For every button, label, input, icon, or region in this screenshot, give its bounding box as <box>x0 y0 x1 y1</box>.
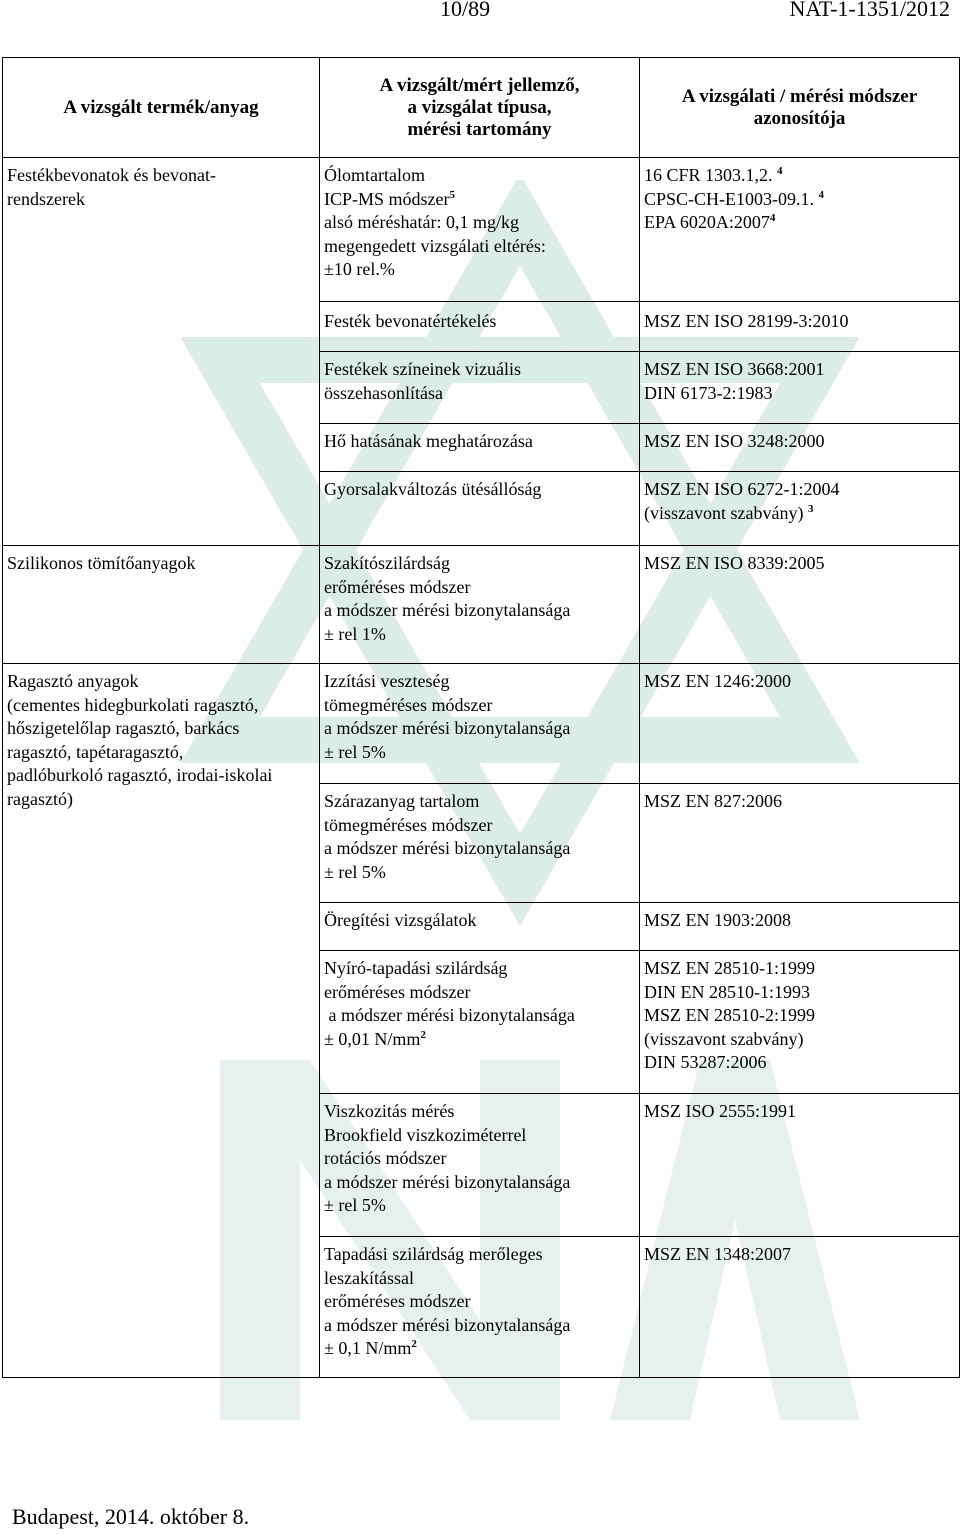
method-cell: MSZ EN 1348:2007 <box>640 1237 960 1378</box>
property-cell: Izzítási veszteség tömegméréses módszer a módszer mérési bizonytalansága ± rel 5% <box>320 664 640 784</box>
method-cell: MSZ EN ISO 6272-1:2004 (visszavont szabvány) $^3$ <box>640 472 960 546</box>
header-product: A vizsgált termék/anyag <box>3 58 320 158</box>
property-cell: Nyíró-tapadási szilárdság erőméréses módszer a módszer mérési bizonytalansága ± 0,01 $N/mm^2$ <box>320 951 640 1094</box>
method-cell: MSZ EN ISO 3248:2000 <box>640 424 960 472</box>
product-cell: Ragasztó anyagok (cementes hidegburkolati ragasztó, hőszigetelőlap ragasztó, barkács ragasztó, tapétaragasztó, padlóburkoló ragasztó, irodai-iskolai ragasztó) <box>3 664 320 1378</box>
table-row <box>3 664 960 784</box>
property-cell: Festékek színeinek vizuális összehasonlítása <box>320 352 640 424</box>
property-cell: Öregítési vizsgálatok <box>320 903 640 951</box>
table-row <box>3 158 960 302</box>
method-cell: 16 CFR 1303.1,2. $^4$ CPSC-CH-E1003-09.1. $^4$ EPA 6020A:2007$^4$ <box>640 158 960 302</box>
method-cell: MSZ ISO 2555:1991 <box>640 1094 960 1237</box>
property-cell: Ólomtartalom ICP-MS módszer$^5$ alsó méréshatár: 0,1 mg/kg megengedett vizsgálati eltérés: ±10 rel.% <box>320 158 640 302</box>
property-cell: Szakítószilárdság erőméréses módszer a módszer mérési bizonytalansága ± rel 1% <box>320 546 640 664</box>
product-cell: Festékbevonatok és bevonat- rendszerek <box>3 158 320 546</box>
property-cell: Szárazanyag tartalom tömegméréses módszer a módszer mérési bizonytalansága ± rel 5% <box>320 784 640 903</box>
method-cell: MSZ EN 1246:2000 <box>640 664 960 784</box>
accreditation-table <box>2 57 960 1378</box>
table-row <box>3 546 960 664</box>
property-cell: Hő hatásának meghatározása <box>320 424 640 472</box>
property-cell: Gyorsalakváltozás ütésállóság <box>320 472 640 546</box>
document-id: NAT-1-1351/2012 <box>789 0 950 21</box>
method-cell: MSZ EN 827:2006 <box>640 784 960 903</box>
property-cell: Festék bevonatértékelés <box>320 302 640 352</box>
property-cell: Tapadási szilárdság merőleges leszakítással erőméréses módszer a módszer mérési bizonytalansága ± 0,1 $N/mm^2$ <box>320 1237 640 1378</box>
header-property: A vizsgált/mért jellemző, a vizsgálat típusa, mérési tartomány <box>320 58 640 158</box>
method-cell: MSZ EN 28510-1:1999 DIN EN 28510-1:1993 MSZ EN 28510-2:1999 (visszavont szabvány) DIN 53287:2006 <box>640 951 960 1094</box>
page-number: 10/89 <box>440 0 491 21</box>
table-header-row <box>3 58 960 158</box>
product-cell: Szilikonos tömítőanyagok <box>3 546 320 664</box>
property-cell: Viszkozitás mérés Brookfield viszkoziméterrel rotációs módszer a módszer mérési bizonytalansága ± rel 5% <box>320 1094 640 1237</box>
method-cell: MSZ EN ISO 28199-3:2010 <box>640 302 960 352</box>
footer-date: Budapest, 2014. október 8. <box>12 1504 250 1529</box>
method-cell: MSZ EN 1903:2008 <box>640 903 960 951</box>
method-cell: MSZ EN ISO 8339:2005 <box>640 546 960 664</box>
method-cell: MSZ EN ISO 3668:2001 DIN 6173-2:1983 <box>640 352 960 424</box>
header-method: A vizsgálati / mérési módszer azonosítója <box>640 58 960 158</box>
